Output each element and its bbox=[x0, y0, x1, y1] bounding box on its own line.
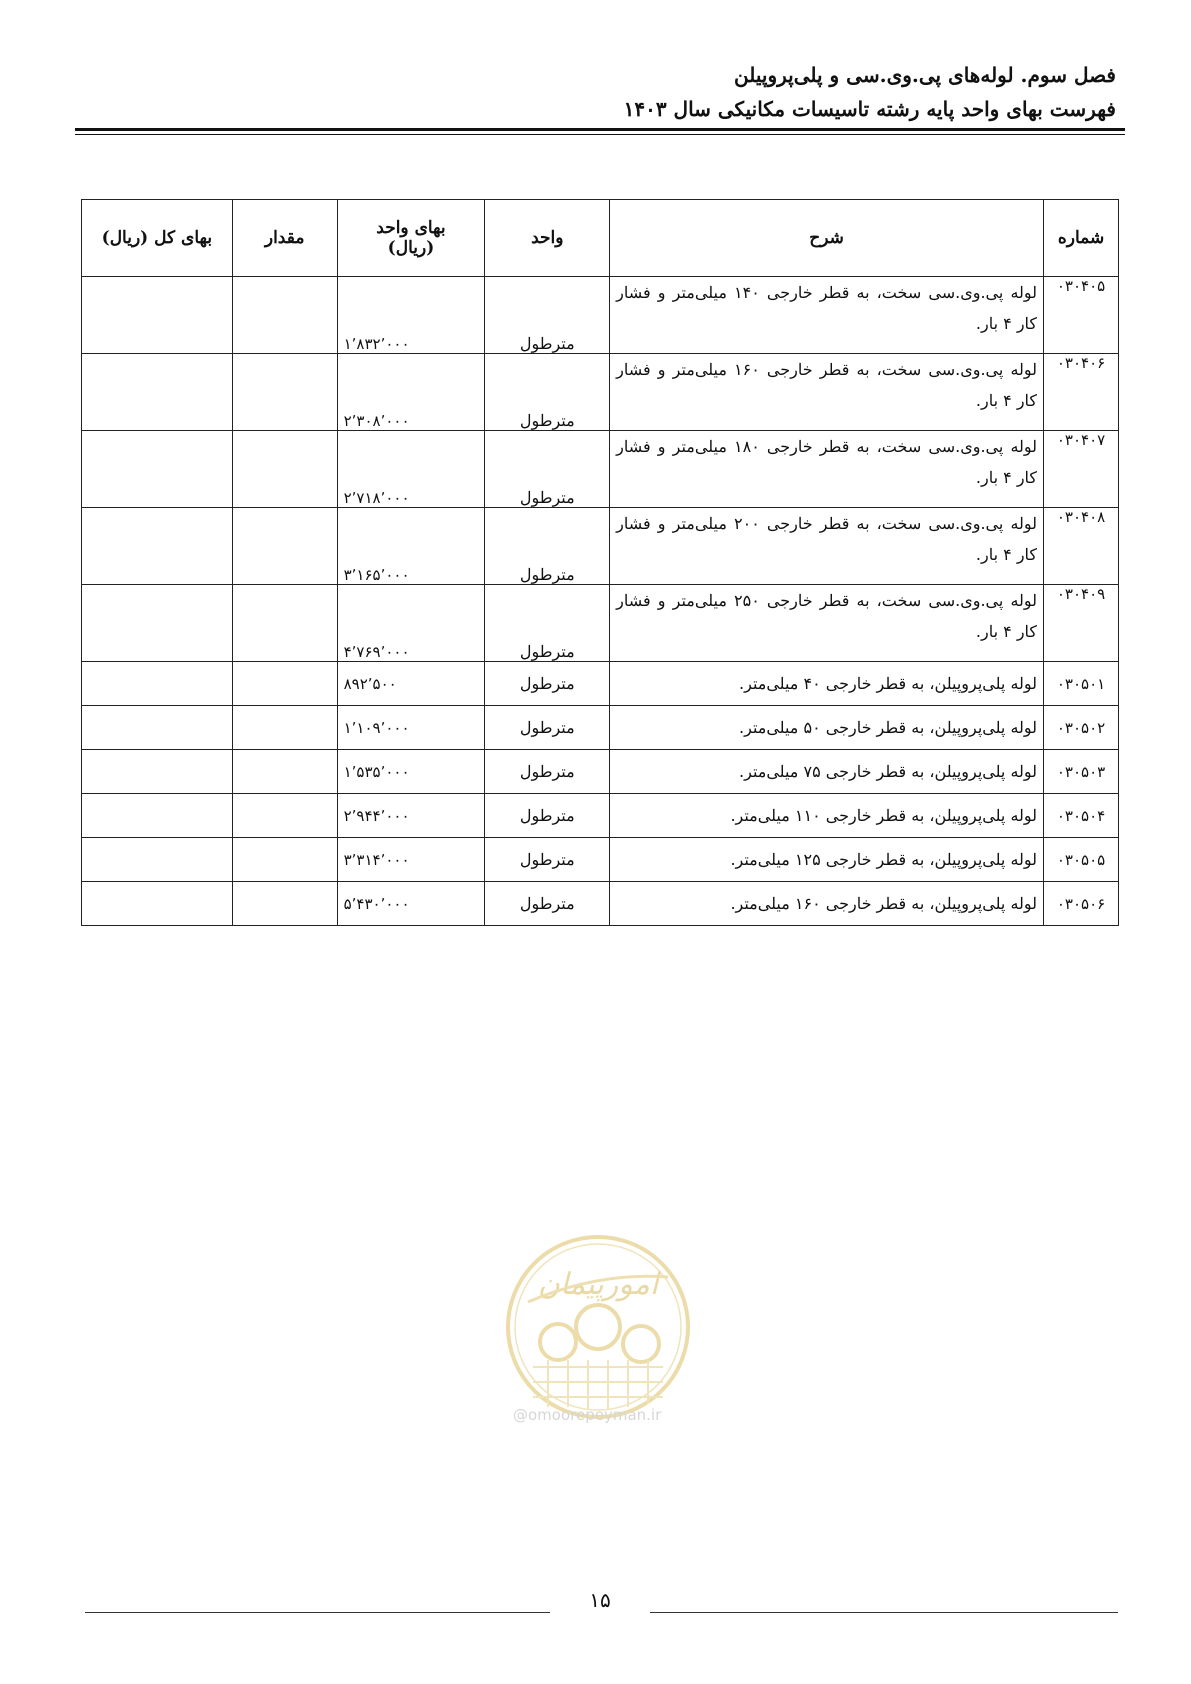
item-description: لوله پلی‌پروپیلن، به قطر خارجی ۴۰ میلی‌متر. bbox=[610, 662, 1044, 706]
table-row bbox=[82, 508, 1119, 585]
item-unit: مترطول bbox=[485, 508, 610, 585]
item-quantity bbox=[232, 706, 337, 750]
watermark-site: @omoorepeyman.ir bbox=[513, 1406, 662, 1424]
item-code: ۰۳۰۵۰۳ bbox=[1044, 750, 1119, 794]
table-row bbox=[82, 662, 1119, 706]
table-row bbox=[82, 431, 1119, 508]
item-total bbox=[82, 585, 233, 662]
item-total bbox=[82, 662, 233, 706]
item-unit: مترطول bbox=[485, 706, 610, 750]
item-unit-price: ۵٬۴۳۰٬۰۰۰ bbox=[337, 882, 485, 926]
item-quantity bbox=[232, 750, 337, 794]
item-description: لوله پلی‌پروپیلن، به قطر خارجی ۷۵ میلی‌متر. bbox=[610, 750, 1044, 794]
table-row bbox=[82, 794, 1119, 838]
header-unit-price-label: بهای واحد bbox=[376, 218, 446, 238]
item-quantity bbox=[232, 794, 337, 838]
item-total bbox=[82, 838, 233, 882]
item-unit: مترطول bbox=[485, 750, 610, 794]
item-description: لوله پی.وی.سی سخت، به قطر خارجی ۲۵۰ میلی‌متر و فشار کار ۴ بار. bbox=[610, 585, 1044, 662]
item-description: لوله پی.وی.سی سخت، به قطر خارجی ۲۰۰ میلی‌متر و فشار کار ۴ بار. bbox=[610, 508, 1044, 585]
item-unit: مترطول bbox=[485, 585, 610, 662]
item-unit-price: ۲٬۹۴۴٬۰۰۰ bbox=[337, 794, 485, 838]
header-total: بهای کل (ریال) bbox=[82, 200, 233, 277]
item-description: لوله پی.وی.سی سخت، به قطر خارجی ۱۶۰ میلی‌متر و فشار کار ۴ بار. bbox=[610, 354, 1044, 431]
item-unit: مترطول bbox=[485, 882, 610, 926]
item-quantity bbox=[232, 277, 337, 354]
item-total bbox=[82, 354, 233, 431]
item-quantity bbox=[232, 585, 337, 662]
item-total bbox=[82, 750, 233, 794]
item-unit: مترطول bbox=[485, 431, 610, 508]
item-quantity bbox=[232, 431, 337, 508]
item-unit-price: ۱٬۸۳۲٬۰۰۰ bbox=[337, 277, 485, 354]
item-code: ۰۳۰۵۰۲ bbox=[1044, 706, 1119, 750]
header-unit-price-currency: (ریال) bbox=[387, 238, 435, 258]
price-table bbox=[81, 199, 1119, 926]
header-desc: شرح bbox=[610, 200, 1044, 277]
item-quantity bbox=[232, 882, 337, 926]
item-unit-price: ۳٬۳۱۴٬۰۰۰ bbox=[337, 838, 485, 882]
item-unit-price: ۱٬۱۰۹٬۰۰۰ bbox=[337, 706, 485, 750]
footer-rule-left bbox=[85, 1612, 550, 1613]
item-unit: مترطول bbox=[485, 277, 610, 354]
header-rule-thick bbox=[75, 128, 1125, 131]
item-unit-price: ۱٬۵۳۵٬۰۰۰ bbox=[337, 750, 485, 794]
table-row bbox=[82, 585, 1119, 662]
table-row bbox=[82, 277, 1119, 354]
item-unit-price: ۲٬۳۰۸٬۰۰۰ bbox=[337, 354, 485, 431]
table-row bbox=[82, 750, 1119, 794]
item-unit-price: ۳٬۱۶۵٬۰۰۰ bbox=[337, 508, 485, 585]
table-row bbox=[82, 706, 1119, 750]
item-code: ۰۳۰۴۰۸ bbox=[1044, 508, 1119, 585]
item-unit: مترطول bbox=[485, 662, 610, 706]
table-row bbox=[82, 354, 1119, 431]
item-unit-price: ۲٬۷۱۸٬۰۰۰ bbox=[337, 431, 485, 508]
item-total bbox=[82, 706, 233, 750]
header-quantity: مقدار bbox=[232, 200, 337, 277]
header-unit: واحد bbox=[485, 200, 610, 277]
item-code: ۰۳۰۵۰۶ bbox=[1044, 882, 1119, 926]
item-code: ۰۳۰۴۰۷ bbox=[1044, 431, 1119, 508]
item-code: ۰۳۰۴۰۵ bbox=[1044, 277, 1119, 354]
item-description: لوله پی.وی.سی سخت، به قطر خارجی ۱۴۰ میلی‌متر و فشار کار ۴ بار. bbox=[610, 277, 1044, 354]
item-total bbox=[82, 508, 233, 585]
item-quantity bbox=[232, 838, 337, 882]
item-unit-price: ۸۹۲٬۵۰۰ bbox=[337, 662, 485, 706]
table-row bbox=[82, 838, 1119, 882]
item-description: لوله پلی‌پروپیلن، به قطر خارجی ۱۱۰ میلی‌متر. bbox=[610, 794, 1044, 838]
item-unit: مترطول bbox=[485, 838, 610, 882]
item-code: ۰۳۰۴۰۹ bbox=[1044, 585, 1119, 662]
header-rule-thin bbox=[75, 134, 1125, 135]
chapter-title: فصل سوم. لوله‌های پی.وی.سی و پلی‌پروپیلن bbox=[734, 63, 1116, 87]
item-unit-price: ۴٬۷۶۹٬۰۰۰ bbox=[337, 585, 485, 662]
header-unit-price bbox=[337, 200, 485, 277]
page-header bbox=[66, 58, 1116, 126]
item-total bbox=[82, 794, 233, 838]
item-description: لوله پلی‌پروپیلن، به قطر خارجی ۵۰ میلی‌متر. bbox=[610, 706, 1044, 750]
item-unit: مترطول bbox=[485, 354, 610, 431]
item-description: لوله پلی‌پروپیلن، به قطر خارجی ۱۲۵ میلی‌متر. bbox=[610, 838, 1044, 882]
item-quantity bbox=[232, 662, 337, 706]
watermark-logo bbox=[503, 1232, 693, 1422]
page-number: ۱۵ bbox=[589, 1588, 611, 1612]
item-code: ۰۳۰۴۰۶ bbox=[1044, 354, 1119, 431]
item-total bbox=[82, 882, 233, 926]
item-code: ۰۳۰۵۰۴ bbox=[1044, 794, 1119, 838]
watermark-logo-text: امورپیمان bbox=[537, 1267, 659, 1302]
table-row bbox=[82, 882, 1119, 926]
footer-rule-right bbox=[650, 1612, 1118, 1613]
item-description: لوله پی.وی.سی سخت، به قطر خارجی ۱۸۰ میلی‌متر و فشار کار ۴ بار. bbox=[610, 431, 1044, 508]
item-code: ۰۳۰۵۰۱ bbox=[1044, 662, 1119, 706]
list-title: فهرست بهای واحد پایه رشته تاسیسات مکانیکی سال ۱۴۰۳ bbox=[623, 97, 1116, 121]
item-quantity bbox=[232, 508, 337, 585]
header-code: شماره bbox=[1044, 200, 1119, 277]
table-header-row bbox=[82, 200, 1119, 277]
item-description: لوله پلی‌پروپیلن، به قطر خارجی ۱۶۰ میلی‌متر. bbox=[610, 882, 1044, 926]
item-quantity bbox=[232, 354, 337, 431]
item-total bbox=[82, 431, 233, 508]
item-total bbox=[82, 277, 233, 354]
item-code: ۰۳۰۵۰۵ bbox=[1044, 838, 1119, 882]
item-unit: مترطول bbox=[485, 794, 610, 838]
